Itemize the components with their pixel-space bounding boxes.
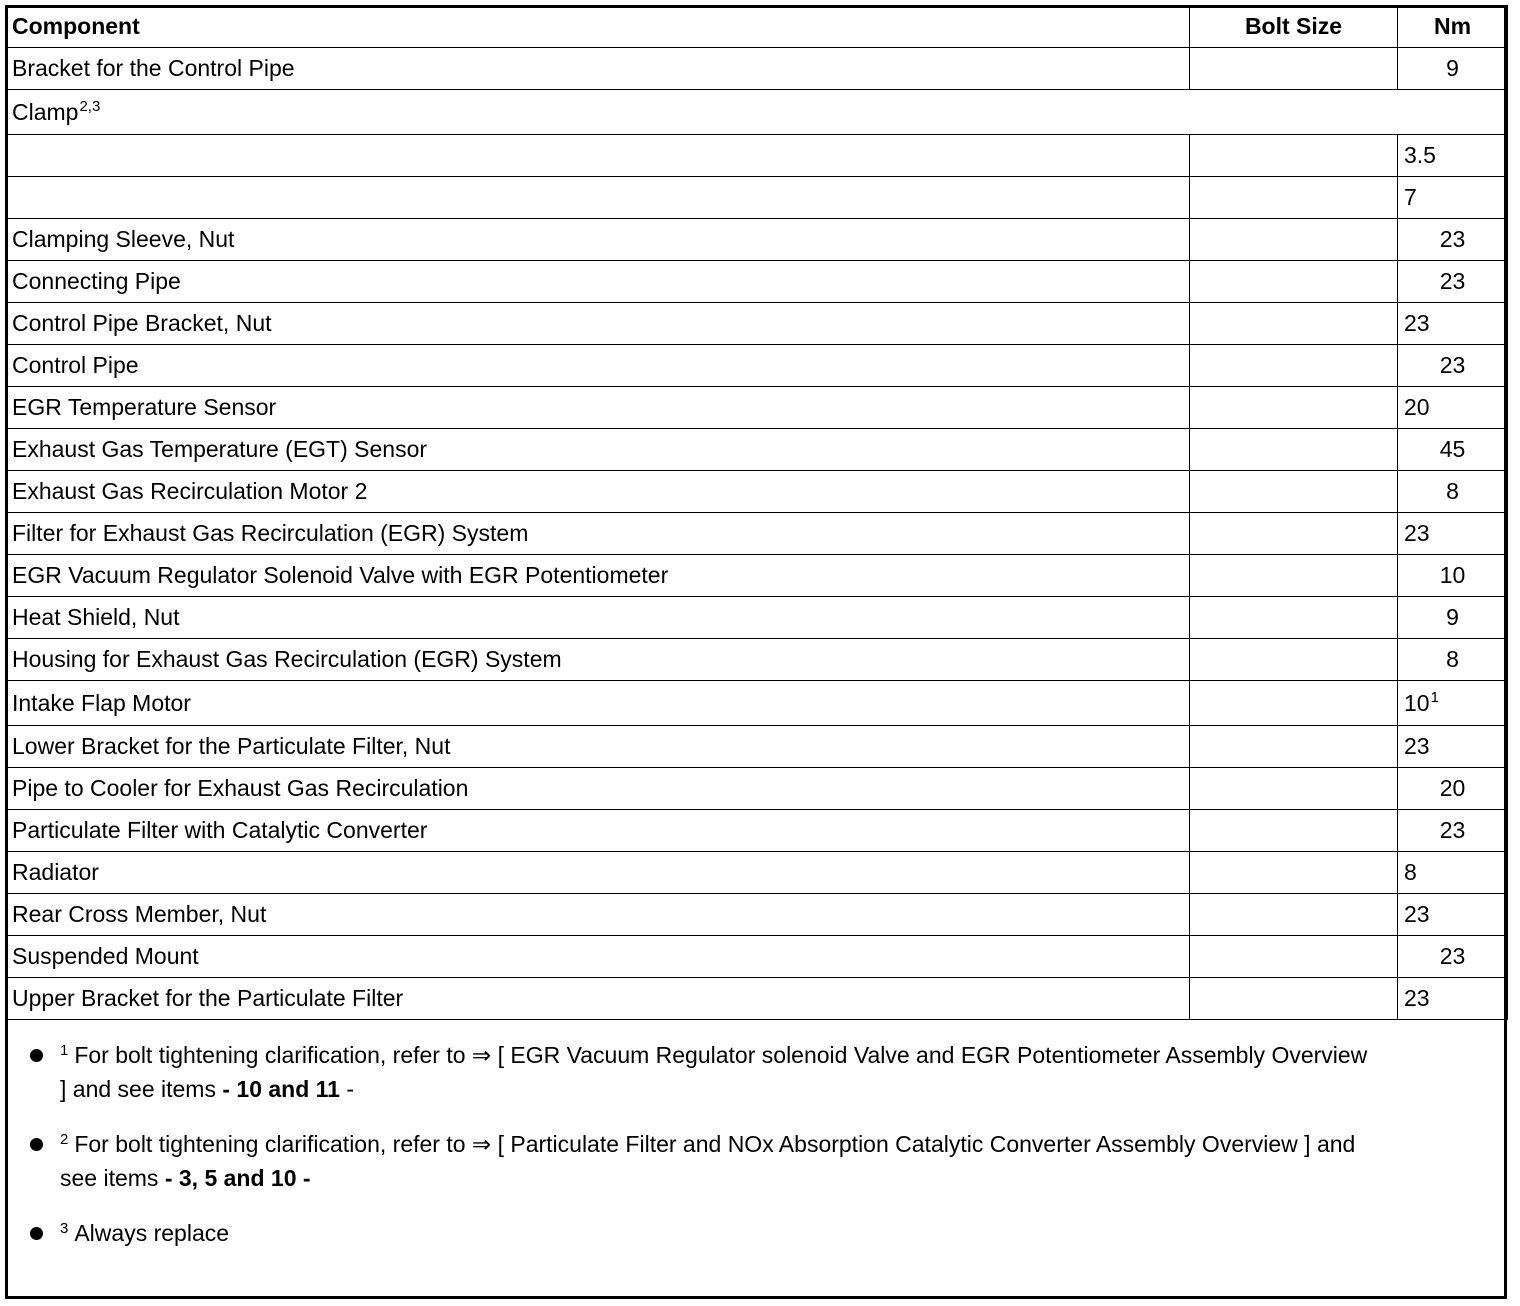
bolt-size-cell [1190, 177, 1398, 219]
footnote-marker: 1 [60, 1042, 69, 1059]
torque-value: 23 [1404, 310, 1430, 336]
nm-cell [1398, 639, 1508, 681]
table-row [6, 639, 1508, 681]
bolt-size-cell [1190, 219, 1398, 261]
component-cell: Particulate Filter with Catalytic Converter [6, 810, 1190, 852]
nm-cell [1398, 303, 1508, 345]
torque-value: 10 [1439, 562, 1466, 588]
component-cell: Suspended Mount [6, 936, 1190, 978]
footnote-marker: 2 [60, 1131, 69, 1148]
table-row [6, 810, 1508, 852]
bolt-size-cell [1190, 597, 1398, 639]
torque-value: 9 [1446, 55, 1459, 81]
torque-value: 3.5 [1404, 142, 1436, 168]
torque-value: 23 [1404, 733, 1430, 759]
table-body [6, 48, 1508, 1020]
table-row [6, 219, 1508, 261]
component-cell: Upper Bracket for the Particulate Filter [6, 978, 1190, 1020]
footnote-3 [30, 1218, 1500, 1252]
nm-cell [1398, 597, 1508, 639]
bolt-size-cell [1190, 852, 1398, 894]
component-cell: Radiator [6, 852, 1190, 894]
component-cell: Connecting Pipe [6, 261, 1190, 303]
component-cell [6, 135, 1190, 177]
nm-cell [1398, 555, 1508, 597]
nm-cell [1398, 681, 1508, 726]
table-row [6, 345, 1508, 387]
component-cell: Exhaust Gas Recirculation Motor 2 [6, 471, 1190, 513]
table-row [6, 681, 1508, 726]
nm-cell [1398, 894, 1508, 936]
footnote-items: - 3, 5 and 10 - [164, 1165, 311, 1191]
table-row [6, 513, 1508, 555]
bolt-size-cell [1190, 513, 1398, 555]
component-cell: Control Pipe Bracket, Nut [6, 303, 1190, 345]
bolt-size-cell [1190, 639, 1398, 681]
nm-cell [1398, 810, 1508, 852]
nm-cell [1398, 261, 1508, 303]
footnote-ref [60, 1076, 354, 1102]
table-row [6, 936, 1508, 978]
table-row [6, 303, 1508, 345]
nm-cell [1398, 768, 1508, 810]
torque-value: 23 [1439, 817, 1466, 843]
footnote-reference: 1 [1430, 688, 1439, 706]
table-row [6, 261, 1508, 303]
footnote-text: For bolt tightening clarification, refer to ⇒ [ EGR Vacuum Regulator solenoid Valve and EGR Potentiometer Assembly Overview [74, 1042, 1368, 1068]
table-row [6, 894, 1508, 936]
bolt-size-cell [1190, 555, 1398, 597]
bullet-icon [30, 1138, 43, 1151]
table-row [6, 471, 1508, 513]
torque-value: 8 [1404, 859, 1417, 885]
nm-cell [1398, 387, 1508, 429]
torque-value: 23 [1439, 226, 1466, 252]
nm-cell [1398, 471, 1508, 513]
table-row [6, 978, 1508, 1020]
nm-cell [1398, 726, 1508, 768]
footnote-items: - 10 and 11 [222, 1076, 340, 1102]
bolt-size-cell [1190, 261, 1398, 303]
table-row [6, 555, 1508, 597]
bolt-size-cell [1190, 303, 1398, 345]
component-cell: Intake Flap Motor [6, 681, 1190, 726]
bolt-size-cell [1190, 726, 1398, 768]
footnote-text: Always replace [74, 1220, 230, 1246]
component-cell: Clamping Sleeve, Nut [6, 219, 1190, 261]
component-cell: Housing for Exhaust Gas Recirculation (EGR) System [6, 639, 1190, 681]
bolt-size-cell [1190, 48, 1398, 90]
table-row [6, 387, 1508, 429]
bolt-size-cell [1190, 810, 1398, 852]
table-row [6, 90, 1508, 135]
bolt-size-cell [1190, 387, 1398, 429]
footnote-ref-prefix: ] and see items [60, 1076, 216, 1102]
bolt-size-cell [1190, 894, 1398, 936]
table-row [6, 177, 1508, 219]
footnote-ref-suffix: - [346, 1076, 355, 1102]
component-cell: Heat Shield, Nut [6, 597, 1190, 639]
bolt-size-cell [1190, 936, 1398, 978]
table-header-row [6, 6, 1508, 48]
table-row [6, 726, 1508, 768]
torque-value: 23 [1404, 985, 1430, 1011]
nm-cell [1398, 48, 1508, 90]
bullet-icon [30, 1227, 43, 1240]
table-row [6, 135, 1508, 177]
torque-value: 10 [1404, 689, 1430, 716]
footnote-1 [30, 1040, 1500, 1104]
torque-value: 23 [1439, 268, 1466, 294]
bolt-size-cell [1190, 681, 1398, 726]
torque-value: 8 [1446, 646, 1459, 672]
footnote-marker: 3 [60, 1220, 69, 1237]
torque-value: 23 [1404, 901, 1430, 927]
header-bolt-size: Bolt Size [1190, 6, 1398, 48]
torque-specification-table [5, 5, 1508, 1020]
component-cell: Rear Cross Member, Nut [6, 894, 1190, 936]
component-cell: Pipe to Cooler for Exhaust Gas Recirculation [6, 768, 1190, 810]
torque-value: 20 [1404, 394, 1430, 420]
component-cell: EGR Temperature Sensor [6, 387, 1190, 429]
nm-cell [1398, 345, 1508, 387]
table-row [6, 597, 1508, 639]
component-cell: EGR Vacuum Regulator Solenoid Valve with EGR Potentiometer [6, 555, 1190, 597]
header-component: Component [6, 6, 1190, 48]
nm-cell [1398, 429, 1508, 471]
footnote-ref-prefix: see items [60, 1165, 159, 1191]
footnote-text: For bolt tightening clarification, refer to ⇒ [ Particulate Filter and NOx Absorption Catalytic Converter Assembly Overview ] and [74, 1131, 1356, 1157]
nm-cell [1398, 852, 1508, 894]
torque-value: 23 [1439, 943, 1466, 969]
nm-cell [1398, 513, 1508, 555]
component-cell: Exhaust Gas Temperature (EGT) Sensor [6, 429, 1190, 471]
bolt-size-cell [1190, 978, 1398, 1020]
table-row [6, 768, 1508, 810]
bolt-size-cell [1190, 135, 1398, 177]
footnote-2 [30, 1129, 1500, 1193]
footnotes [30, 1040, 1500, 1252]
torque-value: 8 [1446, 478, 1459, 504]
bullet-icon [30, 1049, 43, 1062]
footnote-reference: 2,3 [79, 97, 101, 115]
component-cell: Lower Bracket for the Particulate Filter, Nut [6, 726, 1190, 768]
component-cell [6, 90, 1508, 135]
torque-value: 9 [1446, 604, 1459, 630]
component-cell: Bracket for the Control Pipe [6, 48, 1190, 90]
torque-value: 23 [1404, 520, 1430, 546]
torque-value: 7 [1404, 184, 1417, 210]
nm-cell [1398, 978, 1508, 1020]
nm-cell [1398, 177, 1508, 219]
table-row [6, 852, 1508, 894]
nm-cell [1398, 936, 1508, 978]
bolt-size-cell [1190, 768, 1398, 810]
component-cell: Control Pipe [6, 345, 1190, 387]
nm-cell [1398, 135, 1508, 177]
bolt-size-cell [1190, 345, 1398, 387]
component-name: Clamp [12, 98, 79, 125]
table-row [6, 429, 1508, 471]
nm-cell [1398, 219, 1508, 261]
table-row [6, 48, 1508, 90]
footnote-ref [60, 1165, 311, 1191]
component-cell: Filter for Exhaust Gas Recirculation (EGR) System [6, 513, 1190, 555]
header-nm: Nm [1398, 6, 1508, 48]
bolt-size-cell [1190, 429, 1398, 471]
torque-value: 45 [1439, 436, 1466, 462]
torque-value: 23 [1439, 352, 1466, 378]
torque-value: 20 [1439, 775, 1466, 801]
bolt-size-cell [1190, 471, 1398, 513]
component-cell [6, 177, 1190, 219]
